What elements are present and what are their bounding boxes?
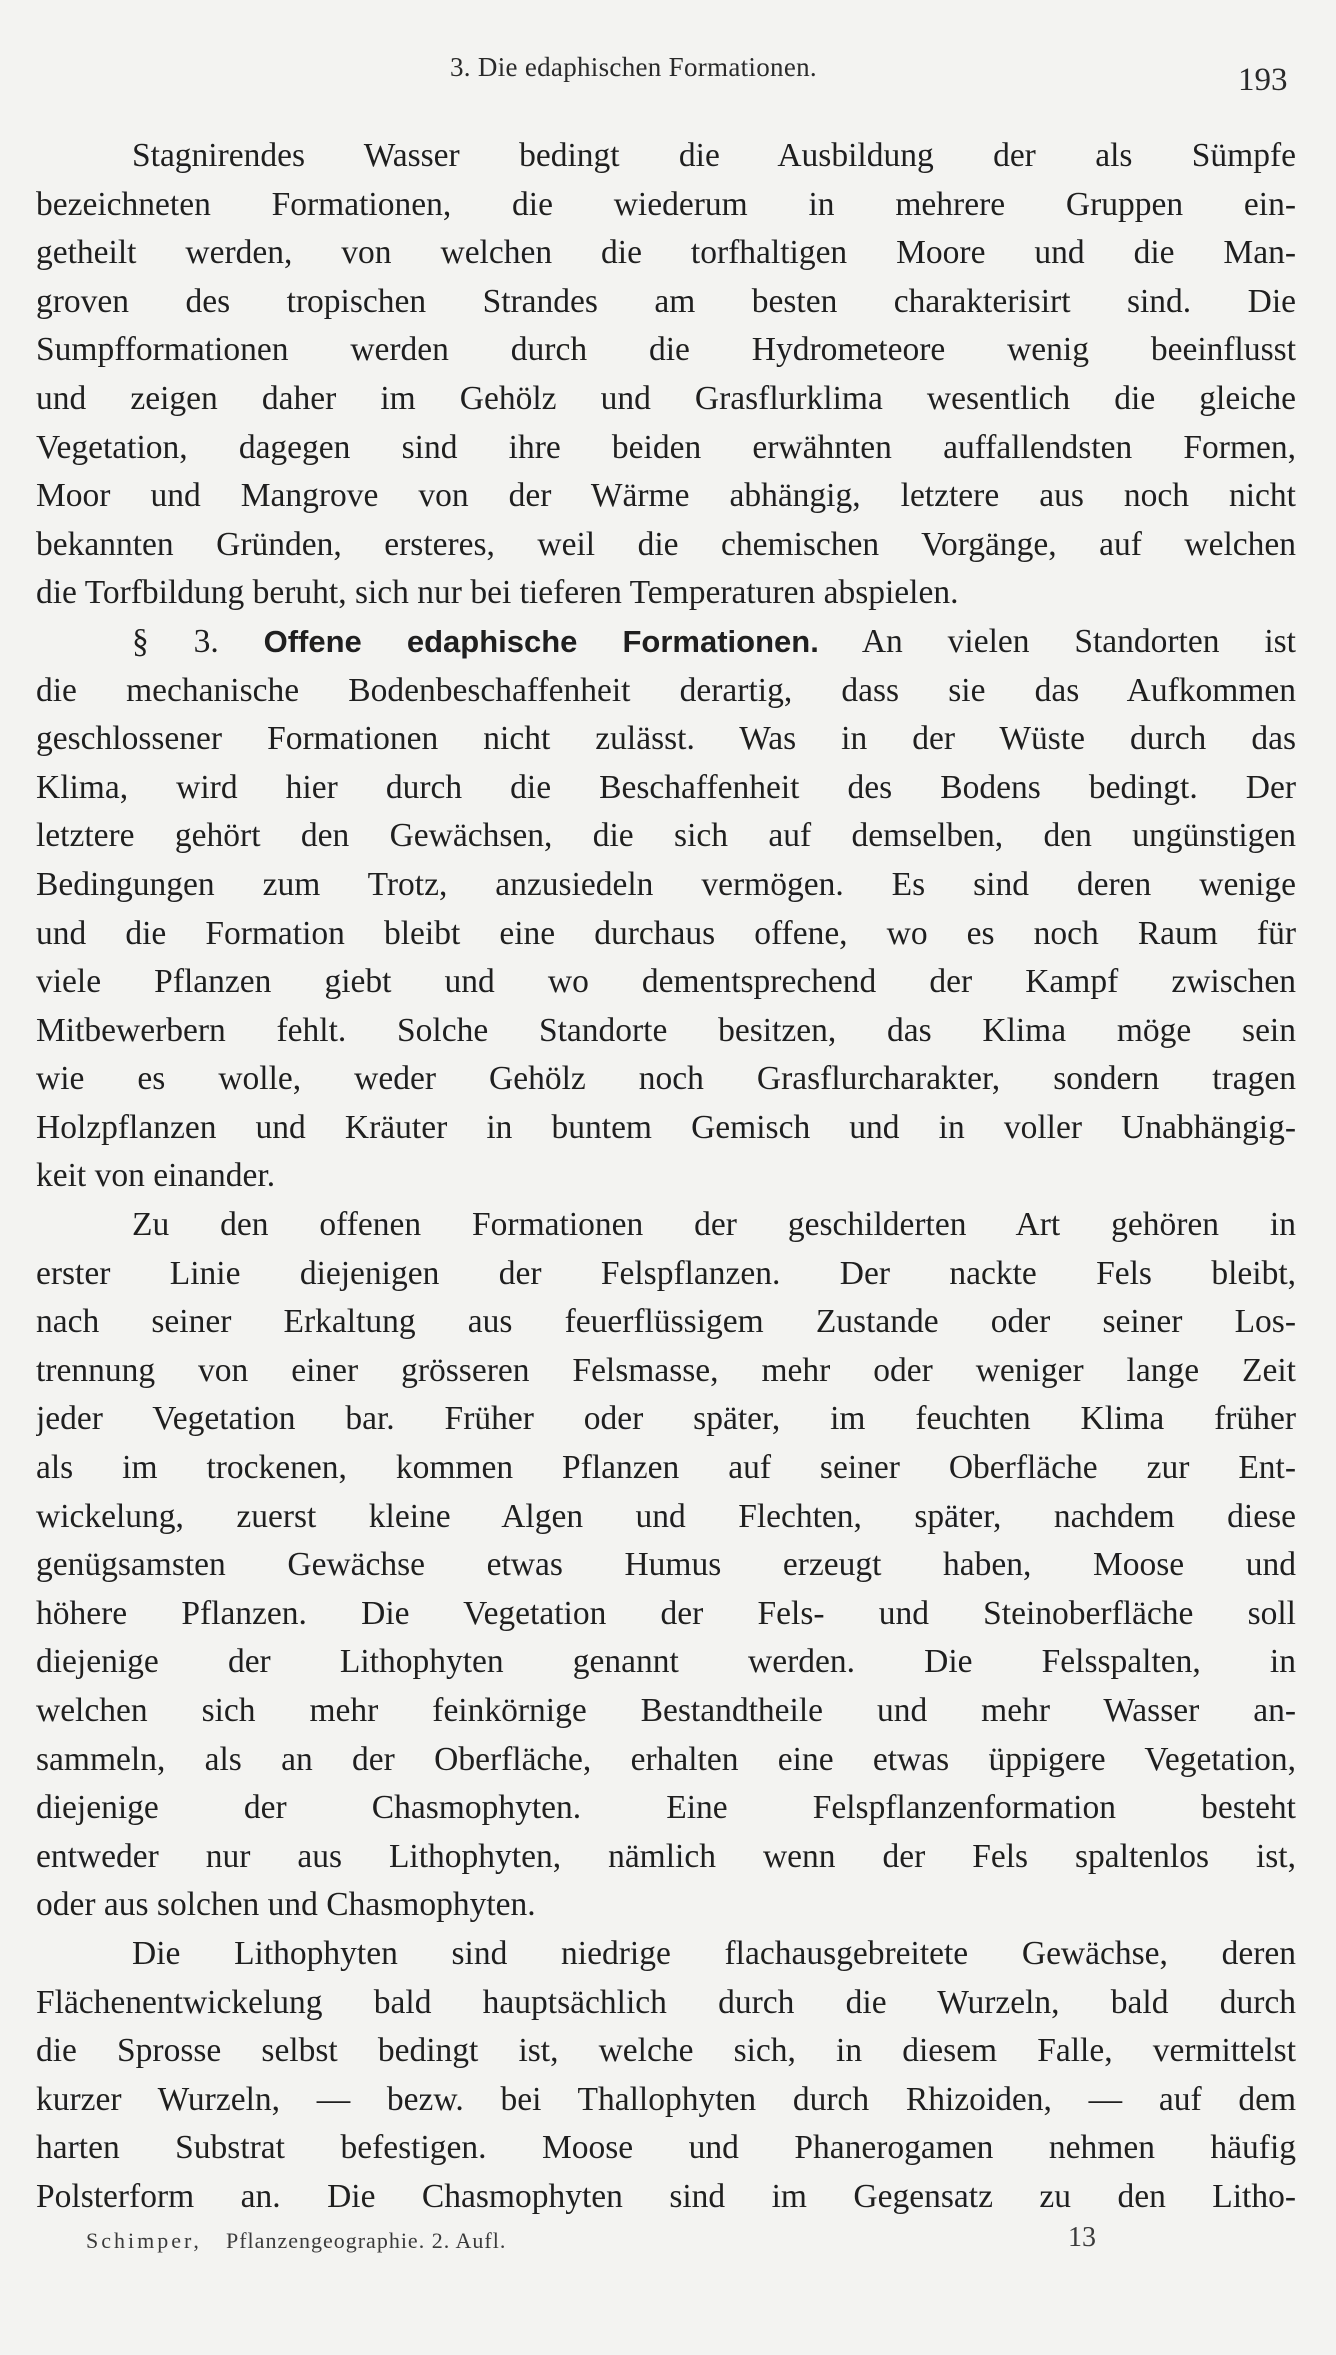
footer-book-title: Pflanzengeographie. 2. Aufl. bbox=[226, 2228, 507, 2253]
text-line: diejenige der Lithophyten genannt werden. Die Felsspalten, in bbox=[36, 1643, 1296, 1681]
text-line: Bedingungen zum Trotz, anzusiedeln vermögen. Es sind deren wenige bbox=[36, 865, 1296, 903]
text-line: letztere gehört den Gewächsen, die sich auf demselben, den ungünstigen bbox=[36, 817, 1296, 855]
text-line: viele Pflanzen giebt und wo dementsprechend der Kampf zwischen bbox=[36, 963, 1296, 1001]
text-line: Sumpfformationen werden durch die Hydrometeore wenig beeinflusst bbox=[36, 331, 1296, 369]
text-line: bekannten Gründen, ersteres, weil die chemischen Vorgänge, auf welchen bbox=[36, 525, 1296, 563]
text-line: Holzpflanzen und Kräuter in buntem Gemisch und in voller Unabhängig- bbox=[36, 1108, 1296, 1146]
text-line: kurzer Wurzeln, — bezw. bei Thallophyten durch Rhizoiden, — auf dem bbox=[36, 2080, 1296, 2118]
text-line: getheilt werden, von welchen die torfhaltigen Moore und die Man- bbox=[36, 234, 1296, 272]
text-line: Flächenentwickelung bald hauptsächlich durch die Wurzeln, bald durch bbox=[36, 1983, 1296, 2021]
body-text bbox=[36, 132, 1296, 2222]
text-line: Polsterform an. Die Chasmophyten sind im Gegensatz zu den Litho- bbox=[36, 2177, 1296, 2215]
text-line: wie es wolle, weder Gehölz noch Grasflurcharakter, sondern tragen bbox=[36, 1060, 1296, 1098]
text-line: oder aus solchen und Chasmophyten. bbox=[36, 1886, 536, 1924]
text-line: Moor und Mangrove von der Wärme abhängig, letztere aus noch nicht bbox=[36, 477, 1296, 515]
text-line: Zu den offenen Formationen der geschilderten Art gehören in bbox=[132, 1206, 1296, 1244]
text-line: und die Formation bleibt eine durchaus offene, wo es noch Raum für bbox=[36, 914, 1296, 952]
text-line: nach seiner Erkaltung aus feuerflüssigem Zustande oder seiner Los- bbox=[36, 1303, 1296, 1341]
text-line: die mechanische Bodenbeschaffenheit derartig, dass sie das Aufkommen bbox=[36, 671, 1296, 709]
sheet-signature: 13 bbox=[1068, 2222, 1096, 2253]
page-footer bbox=[0, 2222, 1336, 2268]
footer-author: Schimper, bbox=[86, 2228, 202, 2253]
section-heading: Offene edaphische Formationen. bbox=[263, 623, 819, 659]
text-line: entweder nur aus Lithophyten, nämlich wenn der Fels spaltenlos ist, bbox=[36, 1837, 1296, 1875]
text-line: als im trockenen, kommen Pflanzen auf seiner Oberfläche zur Ent- bbox=[36, 1449, 1296, 1487]
text-line: die Torfbildung beruht, sich nur bei tieferen Temperaturen abspielen. bbox=[36, 574, 959, 612]
text-line: welchen sich mehr feinkörnige Bestandtheile und mehr Wasser an- bbox=[36, 1692, 1296, 1729]
page-header bbox=[0, 52, 1336, 102]
text-line: höhere Pflanzen. Die Vegetation der Fels- und Steinoberfläche soll bbox=[36, 1594, 1296, 1632]
text-line: erster Linie diejenigen der Felspflanzen. Der nackte Fels bleibt, bbox=[36, 1254, 1296, 1292]
section-heading-line: § 3. Offene edaphische Formationen. An vielen Standorten ist bbox=[132, 622, 1296, 660]
running-title: 3. Die edaphischen Formationen. bbox=[450, 52, 817, 82]
text-line: Vegetation, dagegen sind ihre beiden erwähnten auffallendsten Formen, bbox=[36, 428, 1296, 466]
text-line: jeder Vegetation bar. Früher oder später, im feuchten Klima früher bbox=[36, 1400, 1296, 1438]
text-line: keit von einander. bbox=[36, 1157, 276, 1195]
text-line: groven des tropischen Strandes am besten charakterisirt sind. Die bbox=[36, 282, 1296, 320]
text-line: Die Lithophyten sind niedrige flachausgebreitete Gewächse, deren bbox=[132, 1934, 1296, 1972]
text-line: bezeichneten Formationen, die wiederum in mehrere Gruppen ein- bbox=[36, 185, 1296, 223]
text-line: geschlossener Formationen nicht zulässt. Was in der Wüste durch das bbox=[36, 720, 1296, 758]
text-line: und zeigen daher im Gehölz und Grasflurklima wesentlich die gleiche bbox=[36, 379, 1296, 417]
text-line: wickelung, zuerst kleine Algen und Flechten, später, nachdem diese bbox=[36, 1497, 1296, 1535]
page-number: 193 bbox=[1238, 62, 1288, 98]
text-line: sammeln, als an der Oberfläche, erhalten eine etwas üppigere Vegetation, bbox=[36, 1740, 1296, 1778]
text-line: die Sprosse selbst bedingt ist, welche sich, in diesem Falle, vermittelst bbox=[36, 2032, 1296, 2070]
text-line: harten Substrat befestigen. Moose und Phanerogamen nehmen häufig bbox=[36, 2129, 1296, 2167]
text-line: trennung von einer grösseren Felsmasse, mehr oder weniger lange Zeit bbox=[36, 1351, 1296, 1389]
text-line: diejenige der Chasmophyten. Eine Felspflanzenformation besteht bbox=[36, 1789, 1296, 1827]
text-line: Mitbewerbern fehlt. Solche Standorte besitzen, das Klima möge sein bbox=[36, 1011, 1296, 1049]
text-line: Stagnirendes Wasser bedingt die Ausbildung der als Sümpfe bbox=[132, 137, 1296, 174]
text-line: Klima, wird hier durch die Beschaffenheit des Bodens bedingt. Der bbox=[36, 768, 1296, 806]
text-line: genügsamsten Gewächse etwas Humus erzeugt haben, Moose und bbox=[36, 1546, 1296, 1584]
